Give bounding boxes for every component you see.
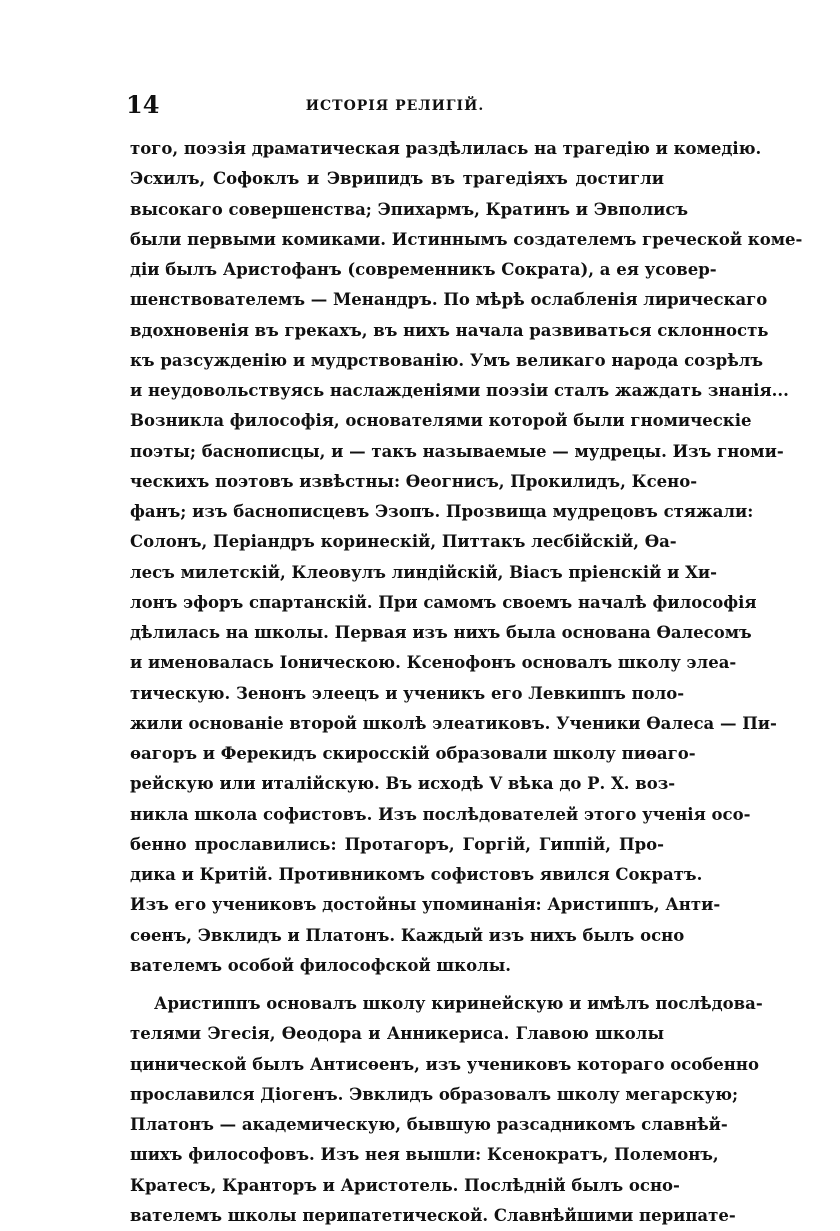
text-line: вдохновенія въ грекахъ, въ нихъ начала развиваться склонность [130, 320, 769, 340]
text-line: Кратесъ, Кранторъ и Аристотель. Послѣдній былъ осно- [130, 1175, 680, 1195]
text-line: өагоръ и Ферекидъ скиросскій образовали школу пиөаго- [130, 744, 696, 763]
text-line: и неудовольствуясь наслажденіями поэзіи сталъ жаждать знанія... [130, 381, 789, 400]
page-number: 14 [126, 90, 160, 119]
paragraph [130, 989, 763, 1231]
text-line: и именовалась Іоническою. Ксенофонъ основалъ школу элеа- [130, 653, 737, 673]
text-line: бенно прославились: Протагоръ, Горгій, Гиппій, Про- [130, 834, 664, 854]
text-line: никла школа софистовъ. Изъ послѣдователей этого ученія осо- [130, 804, 751, 824]
text-line: тическую. Зенонъ элеецъ и ученикъ его Левкиппъ поло- [130, 683, 685, 703]
text-line: прославился Діогенъ. Эвклидъ образовалъ школу мегарскую; [130, 1084, 739, 1104]
paragraph-gap [130, 981, 664, 989]
body-text [130, 134, 803, 1231]
text-line: лесъ милетскій, Клеовулъ линдійскій, Віасъ пріенскій и Хи- [130, 562, 717, 582]
running-title: ИСТОРІЯ РЕЛИГІЙ. [305, 98, 485, 114]
text-line: были первыми комиками. Истиннымъ создателемъ греческой коме- [130, 229, 803, 249]
text-line: Солонъ, Періандръ коринескій, Питтакъ лесбійскій, Өа- [130, 532, 677, 552]
text-line: цинической былъ Антисөенъ, изъ учениковъ котораго особенно [130, 1054, 759, 1074]
text-line: шенствователемъ — Менандръ. По мѣрѣ ослабленія лирическаго [130, 290, 768, 310]
text-line: поэты; баснописцы, и — такъ называемые — мудрецы. Изъ гноми- [130, 441, 784, 461]
text-line: сөенъ, Эвклидъ и Платонъ. Каждый изъ нихъ былъ осно [130, 925, 685, 945]
text-line: ческихъ поэтовъ извѣстны: Өеогнисъ, Прокилидъ, Ксено- [130, 471, 698, 491]
paragraph [130, 134, 803, 981]
page-header [126, 90, 664, 124]
text-line: Возникла философія, основателями которой были гномическіе [130, 411, 752, 431]
text-line: фанъ; изъ баснописцевъ Эзопъ. Прозвища мудрецовъ стяжали: [130, 502, 754, 521]
text-line: діи былъ Аристофанъ (современникъ Сократа), а ея усовер- [130, 260, 717, 279]
text-line: Платонъ — академическую, бывшую разсадникомъ славнѣй- [130, 1115, 728, 1134]
text-line: къ разсужденію и мудрствованію. Умъ великаго народа созрѣлъ [130, 350, 764, 370]
text-line: Изъ его учениковъ достойны упоминанія: Аристиппъ, Анти- [130, 895, 721, 915]
text-line: вателемъ школы перипатетической. Славнѣйшими перипате- [130, 1205, 736, 1225]
text-line: рейскую или италійскую. Въ исходѣ V вѣка до Р. Х. воз- [130, 774, 676, 794]
text-line: того, поэзія драматическая раздѣлилась на трагедію и комедію. [130, 139, 762, 158]
text-line: вателемъ особой философской школы. [130, 955, 512, 975]
text-line: дика и Критій. Противникомъ софистовъ явился Сократъ. [130, 865, 703, 884]
text-line: Аристиппъ основалъ школу киринейскую и имѣлъ послѣдова- [154, 994, 763, 1013]
text-line: высокаго совершенства; Эпихармъ, Кратинъ и Эвполисъ [130, 199, 689, 219]
text-line: лонъ эфоръ спартанскій. При самомъ своемъ началѣ философія [130, 592, 757, 612]
text-line: телями Эгесія, Өеодора и Анникериса. Главою школы [130, 1024, 664, 1044]
text-line: дѣлилась на школы. Первая изъ нихъ была основана Өалесомъ [130, 623, 752, 642]
text-line: шихъ философовъ. Изъ нея вышли: Ксенократъ, Полемонъ, [130, 1145, 719, 1165]
text-line: Эсхилъ, Софоклъ и Эврипидъ въ трагедіяхъ достигли [130, 169, 664, 189]
text-line: жили основаніе второй школѣ элеатиковъ. Ученики Өалеса — Пи- [130, 713, 777, 733]
